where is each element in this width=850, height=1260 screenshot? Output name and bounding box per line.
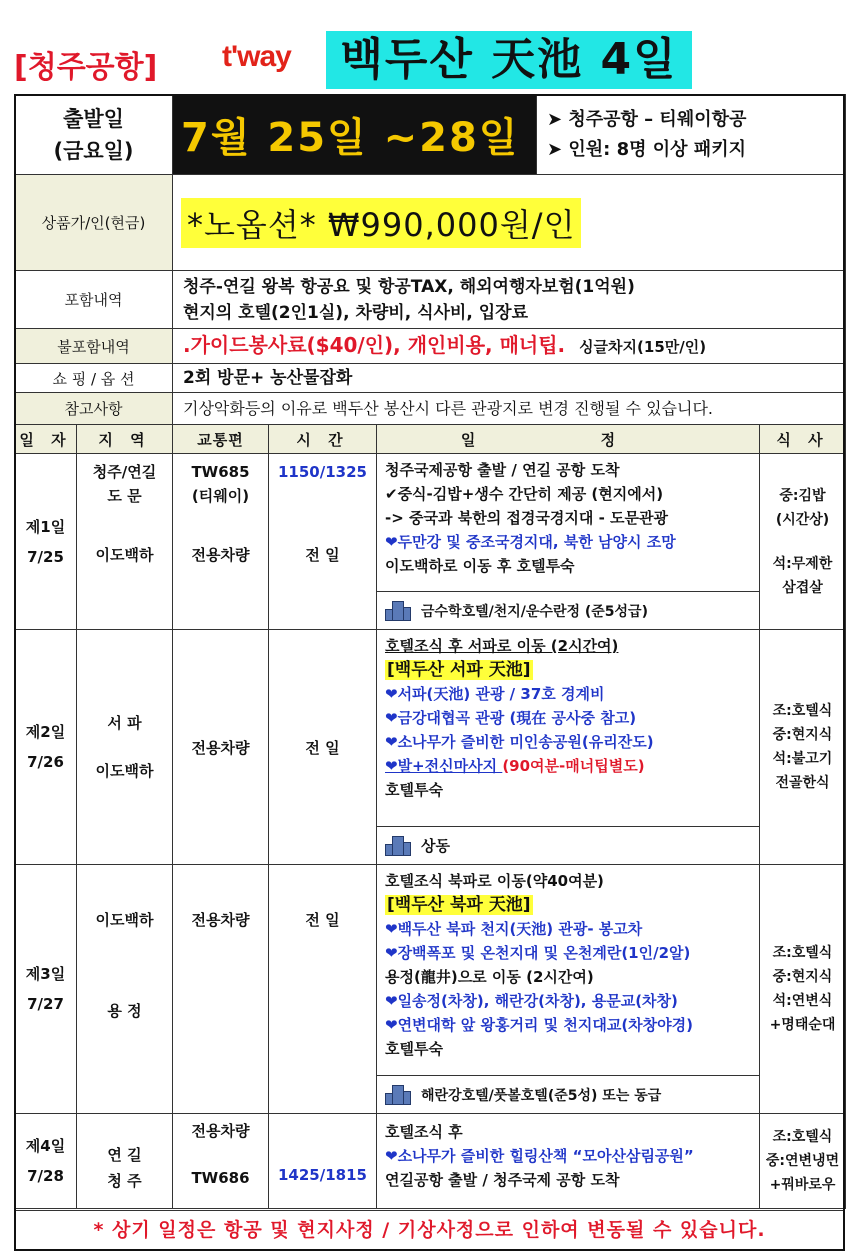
time-text: 전 일: [305, 738, 340, 757]
departure-label-line1: 출발일: [63, 106, 124, 131]
region-text: 서 파: [107, 714, 142, 732]
itinerary-line: ❤일송정(차창), 해란강(차창), 용문교(차창): [385, 992, 678, 1010]
page-header: [0, 0, 850, 95]
day-date: 7/25: [27, 547, 64, 566]
region-text: 청주/연길: [92, 463, 157, 481]
itinerary-line: ❤장백폭포 및 온천지대 및 온천계란(1인/2알): [385, 944, 691, 962]
col-itinerary: 일 정: [377, 425, 760, 454]
meal-text: 중:김밥: [779, 487, 826, 504]
itinerary-line: 이도백하로 이동 후 호텔투숙: [385, 557, 575, 575]
airline-logo: t'way: [222, 40, 291, 73]
footer-notice: * 상기 일정은 항공 및 현지사정 / 기상사정으로 인하여 변동될 수 있습니다.: [14, 1210, 845, 1251]
day-date: 7/28: [27, 1167, 64, 1185]
note-label: 참고사항: [15, 393, 173, 425]
region-text: 이도백하: [95, 762, 154, 780]
itinerary-line: 용정(龍井)으로 이동 (2시간여): [385, 968, 594, 986]
meal-text: 중:연변냉면: [765, 1153, 840, 1169]
itinerary-line: 청주국제공항 출발 / 연길 공항 도착: [385, 461, 620, 479]
excluded-red-text: .가이드봉사료($40/인), 개인비용, 매너팁.: [183, 333, 566, 357]
itinerary-line: 호텔조식 후: [385, 1123, 463, 1141]
transport-text: 전용차량: [191, 546, 250, 564]
included-label: 포함내역: [15, 271, 173, 329]
meal-text: 전골한식: [775, 775, 830, 791]
departure-label-line2: (금요일): [53, 138, 134, 163]
region-text: 연 길: [107, 1146, 142, 1164]
meal-text: 조:호텔식: [772, 703, 833, 719]
region-text: 용 정: [107, 1002, 142, 1020]
col-date: 일 자: [15, 425, 77, 454]
day-number: 제1일: [25, 517, 66, 536]
time-text: 1150/1325: [278, 463, 367, 481]
itinerary-line: ❤두만강 및 중조국경지대, 북한 남양시 조망: [385, 533, 676, 551]
price-value: *노옵션* ₩990,000원/인: [181, 198, 581, 248]
tour-title: 백두산 天池 4일: [326, 31, 692, 89]
region-text: 청 주: [107, 1172, 142, 1190]
meal-text: 삼겹살: [782, 579, 823, 596]
transport-text: TW685: [191, 463, 250, 481]
massage-text: ❤발+전신마사지: [385, 757, 503, 775]
included-line2: 현지의 호텔(2인1실), 차량비, 식사비, 입장료: [183, 302, 528, 323]
transport-text: 전용차량: [191, 1122, 250, 1140]
price-label: 상품가/인(현금): [15, 175, 173, 271]
region-text: 이도백하: [95, 911, 154, 929]
day-date: 7/27: [27, 995, 64, 1013]
excluded-label: 불포함내역: [15, 329, 173, 364]
col-region: 지 역: [77, 425, 173, 454]
meal-text: 조:호텔식: [772, 1129, 833, 1145]
itinerary-line: 호텔조식 후 서파로 이동 (2시간여): [385, 637, 619, 655]
day-number: 제4일: [25, 1137, 66, 1155]
day-number: 제2일: [25, 723, 66, 741]
transport-text: (티웨이): [191, 487, 250, 505]
single-charge-text: 싱글차지(15만/인): [579, 338, 707, 356]
route-text: ➤ 청주공항 – 티웨이항공: [547, 108, 747, 130]
transport-text: 전용차량: [191, 738, 250, 757]
departure-dates: 7월 25일 ~28일: [173, 95, 537, 175]
shopping-label: 쇼 핑 / 옵 션: [15, 364, 173, 393]
itinerary-line: ❤백두산 북파 천지(天池) 관광- 봉고차: [385, 920, 643, 938]
highlight-title: [백두산 서파 天池]: [387, 660, 531, 680]
itinerary-line: 호텔투숙: [385, 781, 443, 799]
hotel-name: 금수학호텔/천지/운수란정 (준5성급): [421, 603, 648, 620]
itinerary-line: ❤서파(天池) 관광 / 37호 경계비: [385, 685, 605, 703]
meal-text: 중:현지식: [772, 969, 833, 985]
col-meals: 식 사: [760, 425, 846, 454]
region-text: 도 문: [107, 487, 142, 505]
time-text: 전 일: [305, 546, 340, 564]
meal-text: 석:연변식: [772, 993, 833, 1009]
departure-airport-label: [청주공항]: [14, 50, 158, 85]
itinerary-line: ❤연변대학 앞 왕홍거리 및 천지대교(차창야경): [385, 1016, 693, 1034]
highlight-title: [백두산 북파 天池]: [387, 895, 531, 915]
time-text: 전 일: [305, 911, 340, 929]
outer-frame: [14, 94, 845, 1251]
pax-text: ➤ 인원: 8명 이상 패키지: [547, 138, 746, 160]
itinerary-line: -> 중국과 북한의 접경국경지대 - 도문관광: [385, 509, 668, 527]
itinerary-line: 연길공항 출발 / 청주국제 공항 도착: [385, 1171, 620, 1189]
meal-text: +명태순대: [769, 1017, 836, 1033]
day-date: 7/26: [27, 753, 64, 771]
shopping-text: 2회 방문+ 농산물잡화: [173, 364, 846, 393]
transport-text: TW686: [191, 1169, 250, 1187]
hotel-name: 해란강호텔/풋볼호텔(준5성) 또는 동급: [421, 1087, 662, 1104]
massage-note: (90여분-매너팁별도): [502, 757, 645, 775]
note-text: 기상악화등의 이유로 백두산 봉산시 다른 관광지로 변경 진행될 수 있습니다.: [173, 393, 846, 425]
hotel-name: 상동: [421, 837, 450, 855]
meal-text: 중:현지식: [772, 727, 833, 743]
transport-text: 전용차량: [191, 911, 250, 929]
meal-text: 석:무제한: [772, 555, 833, 572]
meal-text: +꿔바로우: [769, 1177, 836, 1193]
time-text: 1425/1815: [278, 1166, 367, 1184]
itinerary-line: ❤금강대협곡 관광 (現在 공사중 참고): [385, 709, 637, 727]
day-number: 제3일: [25, 965, 66, 983]
included-line1: 청주-연길 왕복 항공요 및 항공TAX, 해외여행자보험(1억원): [183, 276, 635, 297]
meal-text: 석:불고기: [772, 751, 833, 767]
col-transport: 교통편: [173, 425, 269, 454]
itinerary-line: ❤소나무가 즐비한 미인송공원(유리잔도): [385, 733, 654, 751]
itinerary-line: 호텔투숙: [385, 1040, 443, 1058]
meal-text: (시간상): [775, 511, 830, 528]
region-text: 이도백하: [95, 546, 154, 564]
col-time: 시 간: [269, 425, 377, 454]
itinerary-line: ✔중식-김밥+생수 간단히 제공 (현지에서): [385, 485, 664, 503]
itinerary-line: ❤소나무가 즐비한 힐링산책 “모아산삼림공원”: [385, 1147, 694, 1165]
meal-text: 조:호텔식: [772, 945, 833, 961]
itinerary-line: 호텔조식 북파로 이동(약40여분): [385, 872, 604, 890]
